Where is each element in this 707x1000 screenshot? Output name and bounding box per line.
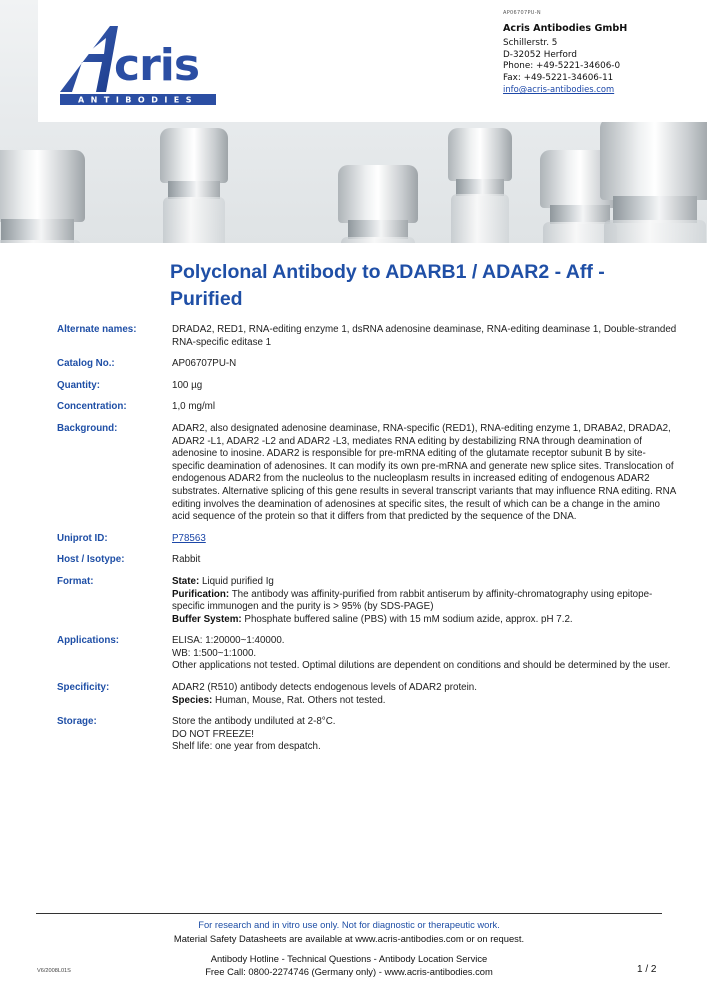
- field-value: AP06707PU-N: [172, 358, 237, 370]
- field-quantity: [57, 380, 677, 393]
- field-storage: [57, 716, 677, 754]
- application-line: WB: 1:500~1:1000.: [172, 647, 257, 659]
- field-label: Storage:: [57, 716, 97, 728]
- uniprot-link[interactable]: P78563: [172, 532, 206, 544]
- footer-freecall: Free Call: 0800-2274746 (Germany only) - www.acris-antibodies.com: [205, 966, 493, 977]
- catalog-code: AP06707PU-N: [503, 10, 541, 16]
- vial-image: [160, 128, 228, 243]
- svg-text:ANTIBODIES: ANTIBODIES: [77, 95, 199, 105]
- field-value: 1,0 mg/ml: [172, 401, 216, 413]
- storage-line: Store the antibody undiluted at 2-8°C.: [172, 716, 336, 728]
- field-label: Applications:: [57, 635, 120, 647]
- purification-value: The antibody was affinity-purified from rabbit antiserum by affinity-chromatography using epitope-specific immunogen and the purity is > 95% (by SDS-PAGE): [172, 588, 653, 613]
- address-city: D-32052 Herford: [503, 49, 577, 60]
- species-label: Species:: [172, 694, 213, 706]
- header-banner: [0, 0, 707, 243]
- vial-image: [0, 150, 85, 243]
- storage-line: DO NOT FREEZE!: [172, 728, 255, 740]
- field-value: [172, 576, 677, 626]
- vial-image: [338, 165, 418, 243]
- field-uniprot: [57, 533, 677, 546]
- specificity-value: ADAR2 (R510) antibody detects endogenous levels of ADAR2 protein.: [172, 682, 477, 694]
- field-catalog: [57, 358, 677, 371]
- field-label: Uniprot ID:: [57, 532, 108, 544]
- field-background: [57, 423, 677, 524]
- field-host: [57, 554, 677, 567]
- footer-disclaimer: For research and in vitro use only. Not for diagnostic or therapeutic work.: [198, 919, 500, 930]
- field-concentration: [57, 401, 677, 414]
- field-label: Format:: [57, 575, 94, 587]
- field-value: DRADA2, RED1, RNA-editing enzyme 1, dsRNA adenosine deaminase, RNA-editing deaminase 1, Double-stranded RNA-specific editase 1: [172, 324, 677, 348]
- field-label: Quantity:: [57, 379, 100, 391]
- svg-text:cris: cris: [114, 40, 200, 91]
- application-line: Other applications not tested. Optimal dilutions are dependent on conditions and should be determined by the user.: [172, 660, 671, 672]
- field-applications: [57, 635, 677, 673]
- page-number: 1 / 2: [637, 964, 657, 975]
- company-name: Acris Antibodies GmbH: [503, 23, 628, 34]
- address-street: Schillerstr. 5: [503, 38, 558, 48]
- address-phone: Phone: +49-5221-34606-0: [503, 61, 621, 72]
- field-alternate-names: [57, 324, 677, 349]
- address-block: [503, 10, 627, 95]
- species-value: Human, Mouse, Rat. Others not tested.: [215, 694, 386, 706]
- footer-divider: [36, 913, 662, 914]
- field-label: Concentration:: [57, 401, 127, 413]
- field-specificity: [57, 682, 677, 707]
- field-label: Host / Isotype:: [57, 554, 125, 566]
- field-value: Rabbit: [172, 554, 201, 566]
- field-label: Background:: [57, 422, 118, 434]
- vial-image: [448, 128, 512, 238]
- field-value: ADAR2, also designated adenosine deaminase, RNA-specific (RED1), RNA-editing enzyme 1, DRABA2, DRADA2, ADAR2 -L1, ADAR2 -L2 and ADAR2 -L3, mediates RNA editing by destabilizing RNA through deamination of adenosine to inosine. ADAR2 is responsible for pre-mRNA editing of the glutamate receptor subunit B by site-specific deamination of adenosines. It can modify its own pre-mRNA and generate new splice sites. Translocation of endogenous ADAR2 from the nucleolus to the nucleoplasm results in increased editing of endogenous ADAR2 substrates. Alternative splicing of this gene results in several transcript variants that may influence RNA editing. RNA editing involves the deamination of adenosines at specific sites, the result of which can be a change in the amino acid sequence of the protein so that it differs from that predicted by the sequence of the DNA.: [172, 422, 676, 523]
- state-value: Liquid purified Ig: [201, 575, 274, 587]
- field-label: Alternate names:: [57, 324, 137, 335]
- datasheet-fields: [57, 324, 677, 754]
- address-fax: Fax: +49-5221-34606-11: [503, 72, 614, 83]
- field-format: [57, 576, 677, 626]
- storage-line: Shelf life: one year from despatch.: [172, 741, 321, 753]
- version-code: V6/2008L01S: [37, 968, 71, 974]
- page-title: Polyclonal Antibody to ADARB1 / ADAR2 - Aff - Purified: [170, 261, 605, 310]
- footer-msds: Material Safety Datasheets are available at www.acris-antibodies.com or on request.: [173, 933, 525, 944]
- vial-image: [600, 118, 707, 243]
- field-label: Catalog No.:: [57, 358, 115, 370]
- acris-logo: [58, 22, 218, 106]
- field-label: Specificity:: [57, 682, 110, 694]
- state-label: State:: [172, 575, 200, 587]
- field-value: 100 µg: [172, 379, 203, 391]
- buffer-value: Phosphate buffered saline (PBS) with 15 mM sodium azide, approx. pH 7.2.: [244, 613, 573, 625]
- email-link[interactable]: info@acris-antibodies.com: [503, 84, 615, 95]
- field-value: [172, 635, 677, 673]
- application-line: ELISA: 1:20000~1:40000.: [172, 635, 285, 647]
- field-value: [172, 716, 677, 754]
- field-value: [172, 682, 677, 707]
- footer-hotline: Antibody Hotline - Technical Questions - Antibody Location Service: [210, 953, 488, 964]
- purification-label: Purification:: [172, 588, 230, 600]
- buffer-label: Buffer System:: [172, 613, 242, 625]
